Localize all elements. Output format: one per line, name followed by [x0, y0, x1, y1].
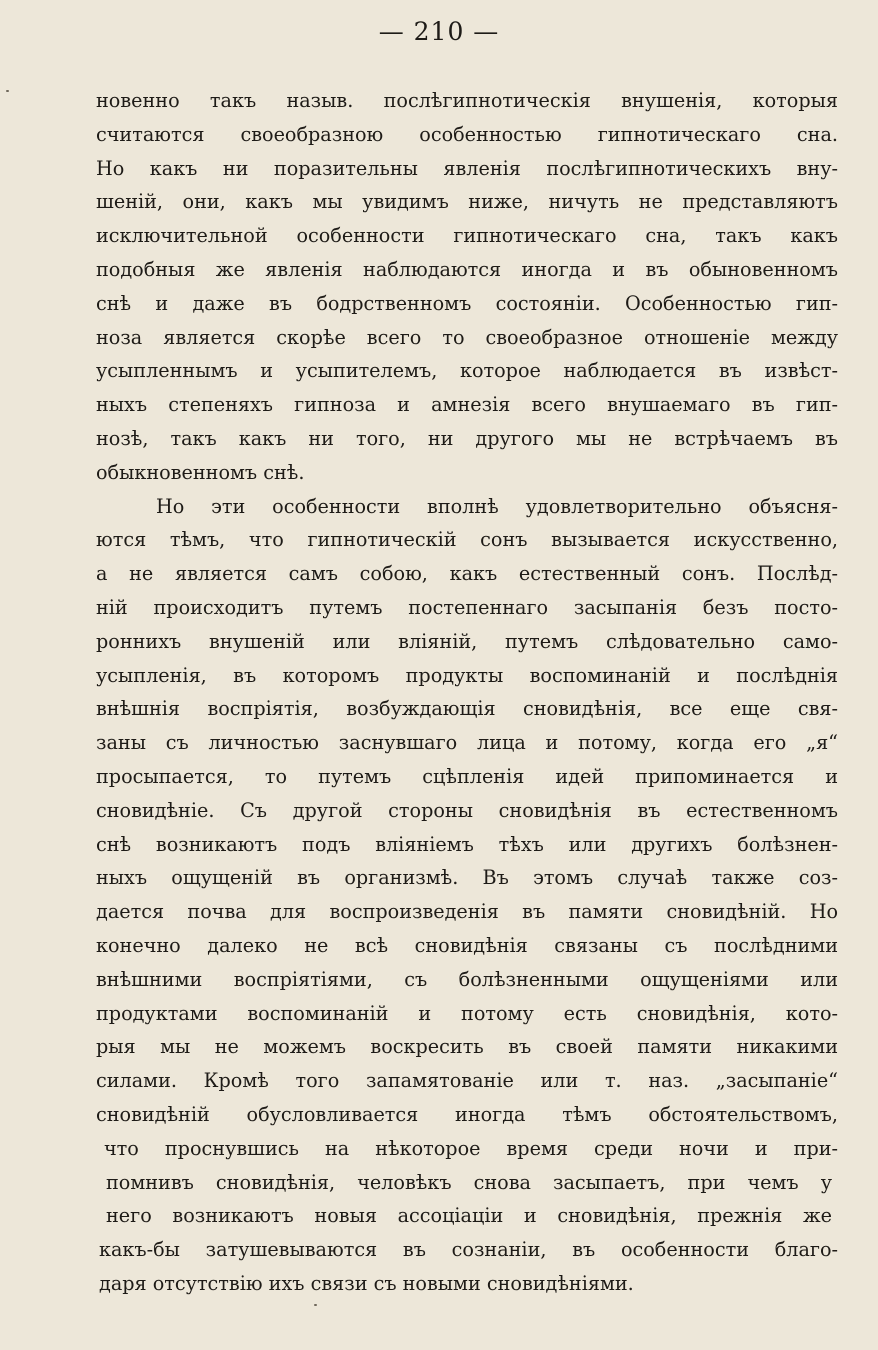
text-line: что проснувшись на нѣкоторое время среди ночи и при-	[104, 1136, 838, 1160]
text-line: считаются своеобразною особенностью гипнотическаго сна.	[96, 122, 838, 146]
paragraph-2	[96, 490, 838, 1301]
text-line: ются тѣмъ, что гипнотическій сонъ вызывается искусственно,	[96, 528, 838, 552]
text-line: подобныя же явленія наблюдаются иногда и въ обыновенномъ	[96, 257, 838, 281]
text-line: помнивъ сновидѣнія, человѣкъ снова засыпаетъ, при чемъ у	[106, 1170, 832, 1194]
text-line: даря отсутствію ихъ связи съ новыми сновидѣніями.	[99, 1271, 634, 1295]
text-line: нозѣ, такъ какъ ни того, ни другого мы не встрѣчаемъ въ	[96, 426, 838, 450]
paper-speck	[6, 90, 9, 92]
text-line: сновидѣній обусловливается иногда тѣмъ обстоятельствомъ,	[96, 1102, 838, 1126]
page-body	[96, 84, 838, 1301]
text-line: конечно далеко не всѣ сновидѣнія связаны съ послѣдними	[96, 933, 838, 957]
text-line: а не является самъ собою, какъ естественный сонъ. Послѣд-	[96, 562, 838, 586]
text-line: Но эти особенности вполнѣ удовлетворительно объясня-	[156, 494, 838, 518]
text-line: силами. Кромѣ того запамятованіе или т. наз. „засыпаніе“	[96, 1069, 838, 1093]
text-line: сновидѣніе. Съ другой стороны сновидѣнія въ естественномъ	[96, 798, 838, 822]
text-line: усыпленія, въ которомъ продукты воспоминаній и послѣднія	[96, 663, 838, 687]
text-line: внѣшними воспріятіями, съ болѣзненными ощущеніями или	[96, 967, 838, 991]
text-line: усыпленнымъ и усыпителемъ, которое наблюдается въ извѣст-	[96, 359, 838, 383]
text-line: продуктами воспоминаній и потому есть сновидѣнія, кото-	[96, 1001, 838, 1025]
text-line: Но какъ ни поразительны явленія послѣгипнотическихъ вну-	[96, 156, 838, 180]
text-line: просыпается, то путемъ сцѣпленія идей припоминается и	[96, 764, 838, 788]
text-line: заны съ личностью заснувшаго лица и потому, когда его „я“	[96, 731, 838, 755]
text-line: ныхъ ощущеній въ организмѣ. Въ этомъ случаѣ также соз-	[96, 866, 838, 890]
text-line: дается почва для воспроизведенія въ памяти сновидѣній. Но	[96, 900, 838, 924]
text-line: исключительной особенности гипнотическаго сна, такъ какъ	[96, 224, 838, 248]
page-number: — 210 —	[378, 17, 500, 46]
text-line: роннихъ внушеній или вліяній, путемъ слѣдовательно само-	[96, 629, 838, 653]
text-line: внѣшнія воспріятія, возбуждающія сновидѣнія, все еще свя-	[96, 697, 838, 721]
text-line: снѣ и даже въ бодрственномъ состояніи. Особенностью гип-	[96, 291, 838, 315]
text-line: ныхъ степеняхъ гипноза и амнезія всего внушаемаго въ гип-	[96, 393, 838, 417]
text-line: шеній, они, какъ мы увидимъ ниже, ничуть не представляютъ	[96, 190, 838, 214]
text-line: рыя мы не можемъ воскресить въ своей памяти никакими	[96, 1035, 838, 1059]
paper-speck	[314, 1304, 317, 1306]
text-line: ноза является скорѣе всего то своеобразное отношеніе между	[96, 325, 838, 349]
text-line: снѣ возникаютъ подъ вліяніемъ тѣхъ или другихъ болѣзнен-	[96, 832, 838, 856]
paragraph-1	[96, 84, 838, 490]
text-line: ній происходитъ путемъ постепеннаго засыпанія безъ посто-	[96, 595, 838, 619]
text-line: обыкновенномъ снѣ.	[96, 460, 305, 484]
text-line: него возникаютъ новыя ассоціаціи и сновидѣнія, прежнія же	[106, 1204, 832, 1228]
text-line: какъ-бы затушевываются въ сознаніи, въ особенности благо-	[99, 1238, 838, 1262]
text-line: новенно такъ назыв. послѣгипнотическія внушенія, которыя	[96, 89, 838, 112]
